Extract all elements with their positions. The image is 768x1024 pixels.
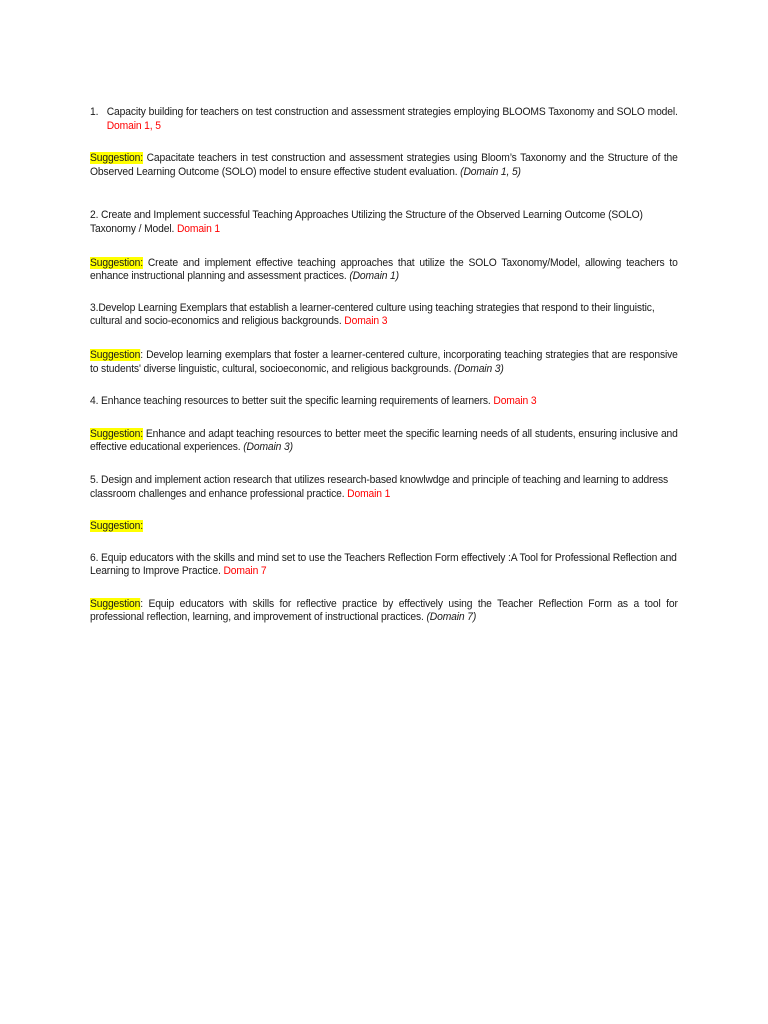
item-5-domain: Domain 1: [347, 487, 391, 500]
suggestion-4-text: Enhance and adapt teaching resources to better meet the specific learning needs of all students, ensuring inclusive and effective educational experiences.: [90, 427, 678, 454]
suggestion-6: [90, 598, 678, 625]
item-5-text: 5. Design and implement action research that utilizes research-based knowlwdge and principle of teaching and learning to address classroom challenges and enhance professional practice.: [90, 473, 669, 500]
suggestion-1-text: Capacitate teachers in test construction and assessment strategies using Bloom’s Taxonomy and the Structure of the Observed Learning Outcome (SOLO) model to ensure effective student evaluation.: [90, 152, 678, 178]
suggestion-3-domain: (Domain 3): [454, 362, 504, 375]
item-2-domain: Domain 1: [176, 222, 220, 235]
item-3-text: 3.Develop Learning Exemplars that establish a learner-centered culture using teaching strategies that respond to their linguistic, cultural and socio-economics and religious backgrounds.: [90, 301, 655, 328]
suggestion-2-text: Create and implement effective teaching approaches that utilize the SOLO Taxonomy/Model, allowing teachers to enhance instructional planning and assessment practices.: [90, 256, 678, 283]
suggestion-4-domain: (Domain 3): [243, 441, 293, 454]
suggestion-3-label: Suggestion: [90, 348, 141, 361]
suggestion-2-label: Suggestion:: [90, 256, 143, 269]
suggestion-5-label: Suggestion:: [90, 520, 143, 533]
suggestion-6-domain: (Domain 7): [426, 611, 477, 624]
suggestion-5: [90, 520, 678, 534]
item-4-text: 4. Enhance teaching resources to better suit the specific learning requirements of learners.: [90, 395, 491, 408]
suggestion-1-label: Suggestion:: [90, 152, 143, 165]
item-6-domain: Domain 7: [223, 565, 267, 578]
suggestion-3: [90, 349, 678, 376]
item-2-text: 2. Create and Implement successful Teaching Approaches Utilizing the Structure of the Observed Learning Outcome (SOLO) Taxonomy / Model.: [90, 209, 643, 235]
item-2: [90, 209, 678, 236]
item-1-domain: Domain 1, 5: [106, 119, 161, 132]
item-4: [90, 395, 678, 409]
suggestion-1: [90, 152, 678, 179]
item-4-domain: Domain 3: [493, 395, 537, 408]
item-1-number: 1.: [90, 106, 99, 118]
item-6-text: 6. Equip educators with the skills and mind set to use the Teachers Reflection Form effectively :A Tool for Professional Reflection and Learning to Improve Practice.: [90, 551, 677, 578]
suggestion-6-text: : Equip educators with skills for reflective practice by effectively using the Teacher Reflection Form as a tool for professional reflection, learning, and improvement of instructional practices.: [90, 597, 678, 624]
suggestion-4: [90, 428, 678, 455]
item-1: [90, 106, 678, 133]
item-3-domain: Domain 3: [344, 315, 388, 328]
item-1-text: Capacity building for teachers on test construction and assessment strategies employing BLOOMS Taxonomy and SOLO model.: [106, 106, 678, 118]
suggestion-1-domain: (Domain 1, 5): [460, 165, 521, 178]
suggestion-3-text: : Develop learning exemplars that foster a learner-centered culture, incorporating teaching strategies that are responsive to students' diverse linguistic, cultural, socioeconomic, and religious backgrounds.: [90, 348, 678, 375]
suggestion-4-label: Suggestion:: [90, 427, 143, 440]
suggestion-6-label: Suggestion: [90, 597, 141, 610]
item-6: [90, 552, 678, 579]
item-5: [90, 474, 678, 501]
document-content: [90, 106, 678, 625]
suggestion-2: [90, 257, 678, 284]
item-3: [90, 302, 678, 329]
item-1-body: [107, 106, 678, 133]
suggestion-2-domain: (Domain 1): [349, 270, 399, 283]
